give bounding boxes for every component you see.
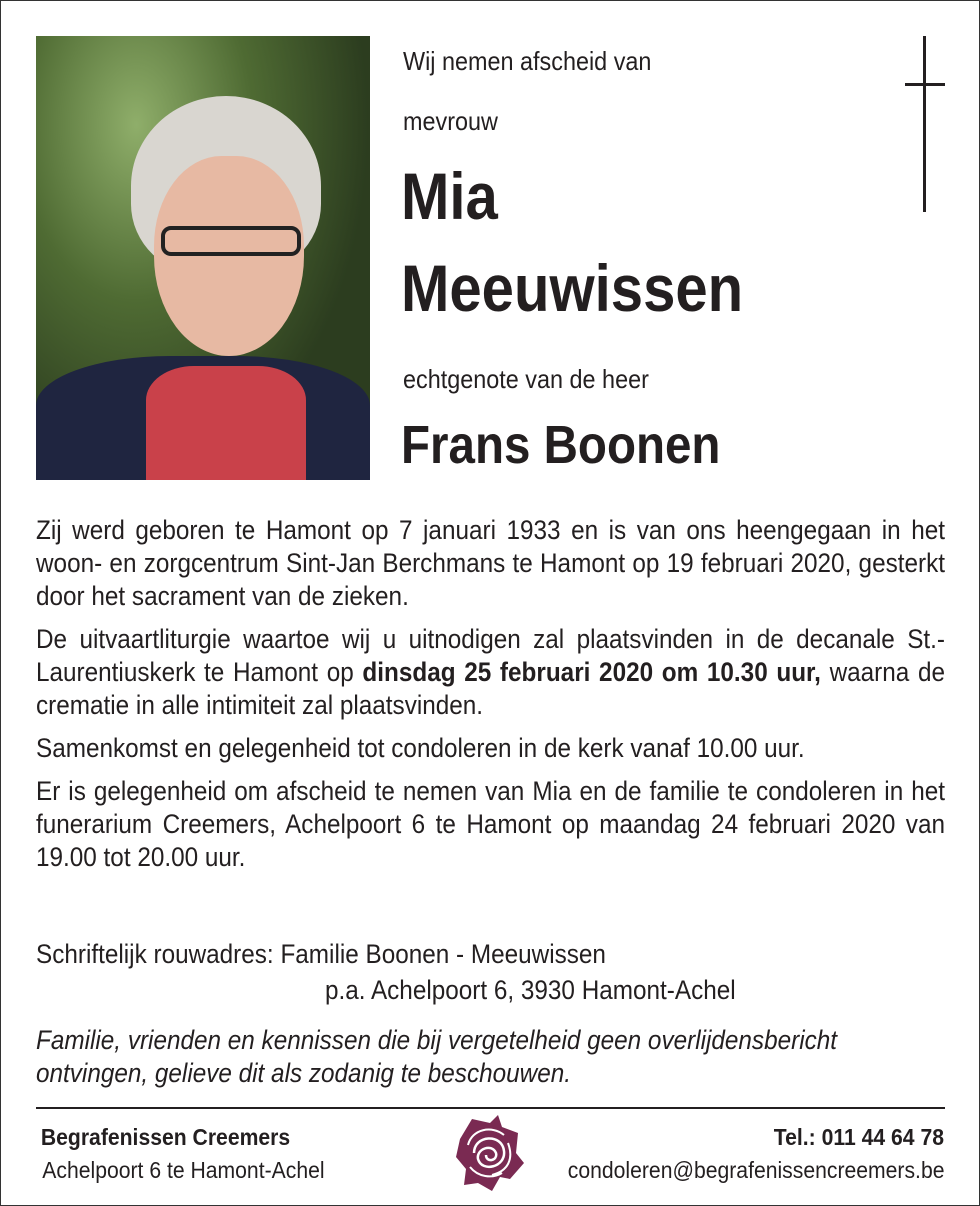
company-name: Begrafenissen Creemers: [40, 1124, 291, 1150]
address-line-1: [36, 937, 606, 972]
phone-number: Tel.: 011 44 64 78: [773, 1124, 944, 1150]
cross-icon-bar: [905, 83, 945, 86]
cross-icon: [923, 36, 926, 212]
obituary-body: [36, 514, 945, 884]
funeral-text: De uitvaartliturgie waartoe wij u uitnodigen zal plaatsvinden in de decanale St.-Laurentiuskerk te Hamont op: [36, 624, 945, 687]
birth-paragraph: Zij werd geboren te Hamont op 7 januari 1933 en is van ons heengegaan in het woon- en zorgcentrum Sint-Jan Berchmans te Hamont op 19 februari 2020, gesterkt door het sacrament van de zieken.: [36, 515, 945, 611]
funeral-paragraph: [36, 623, 945, 722]
email-link[interactable]: condoleren@begrafenissencreemers.be: [567, 1157, 944, 1183]
notice-text: Familie, vrienden en kennissen die bij vergetelheid geen overlijdensbericht ontvingen, gelieve dit als zodanig te beschouwen.: [36, 1025, 838, 1088]
address-line-2: p.a. Achelpoort 6, 3930 Hamont-Achel: [325, 975, 736, 1005]
funeral-text-end: waarna de crematie in alle intimiteit zal plaatsvinden.: [36, 657, 945, 720]
rose-logo-icon: [452, 1113, 526, 1193]
portrait-photo: [36, 36, 370, 480]
address-name: Familie Boonen - Meeuwissen: [280, 939, 606, 969]
spouse-name: Frans Boonen: [401, 415, 721, 475]
company-address: Achelpoort 6 te Hamont-Achel: [42, 1157, 325, 1183]
gathering-paragraph: Samenkomst en gelegenheid tot condoleren in de kerk vanaf 10.00 uur.: [36, 733, 805, 763]
intro-text: Wij nemen afscheid van: [403, 46, 652, 76]
relation-text: echtgenote van de heer: [403, 364, 649, 394]
last-name: Meeuwissen: [401, 251, 744, 325]
footer-divider: [36, 1107, 945, 1109]
first-name: Mia: [401, 159, 498, 233]
visitation-paragraph: Er is gelegenheid om afscheid te nemen van Mia en de familie te condoleren in het funerarium Creemers, Achelpoort 6 te Hamont op maandag 24 februari 2020 van 19.00 tot 20.00 uur.: [36, 776, 945, 872]
address-label: Schriftelijk rouwadres:: [36, 939, 274, 969]
funeral-date: dinsdag 25 februari 2020 om 10.30 uur,: [362, 657, 821, 687]
title-prefix: mevrouw: [403, 106, 498, 136]
